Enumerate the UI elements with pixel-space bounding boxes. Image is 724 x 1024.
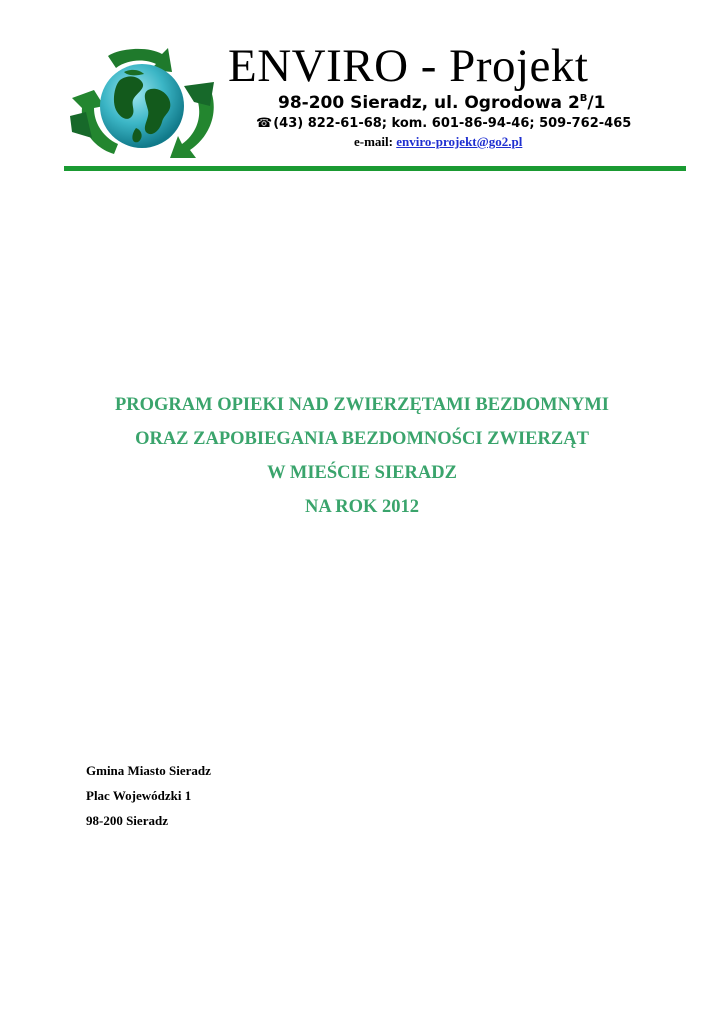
email-link[interactable]: enviro-projekt@go2.pl: [396, 134, 523, 149]
document-title: [0, 388, 724, 524]
phone-numbers: (43) 822-61-68; kom. 601-86-94-46; 509-762-465: [273, 116, 632, 131]
recipient-address: [86, 758, 211, 833]
company-address: [278, 92, 605, 114]
title-line-1: PROGRAM OPIEKI NAD ZWIERZĘTAMI BEZDOMNYMI: [114, 395, 610, 415]
telephone-icon: ☎: [256, 116, 273, 131]
address-street: 98-200 Sieradz, ul. Ogrodowa 2: [278, 93, 580, 113]
address-superscript: B: [579, 93, 588, 104]
title-line-3: W MIEŚCIE SIERADZ: [267, 463, 457, 483]
company-email: [0, 134, 724, 150]
recipient-street: Plac Wojewódzki 1: [86, 788, 192, 803]
address-unit: /1: [587, 93, 606, 113]
email-label: e-mail:: [354, 134, 397, 149]
company-phones: [256, 115, 631, 133]
recipient-city: 98-200 Sieradz: [86, 813, 168, 828]
company-name: ENVIRO - Projekt: [228, 40, 589, 92]
recipient-name: Gmina Miasto Sieradz: [86, 763, 211, 778]
title-line-4: NA ROK 2012: [304, 497, 420, 517]
title-line-2: ORAZ ZAPOBIEGANIA BEZDOMNOŚCI ZWIERZĄT: [135, 429, 589, 449]
header-divider: [64, 166, 686, 171]
